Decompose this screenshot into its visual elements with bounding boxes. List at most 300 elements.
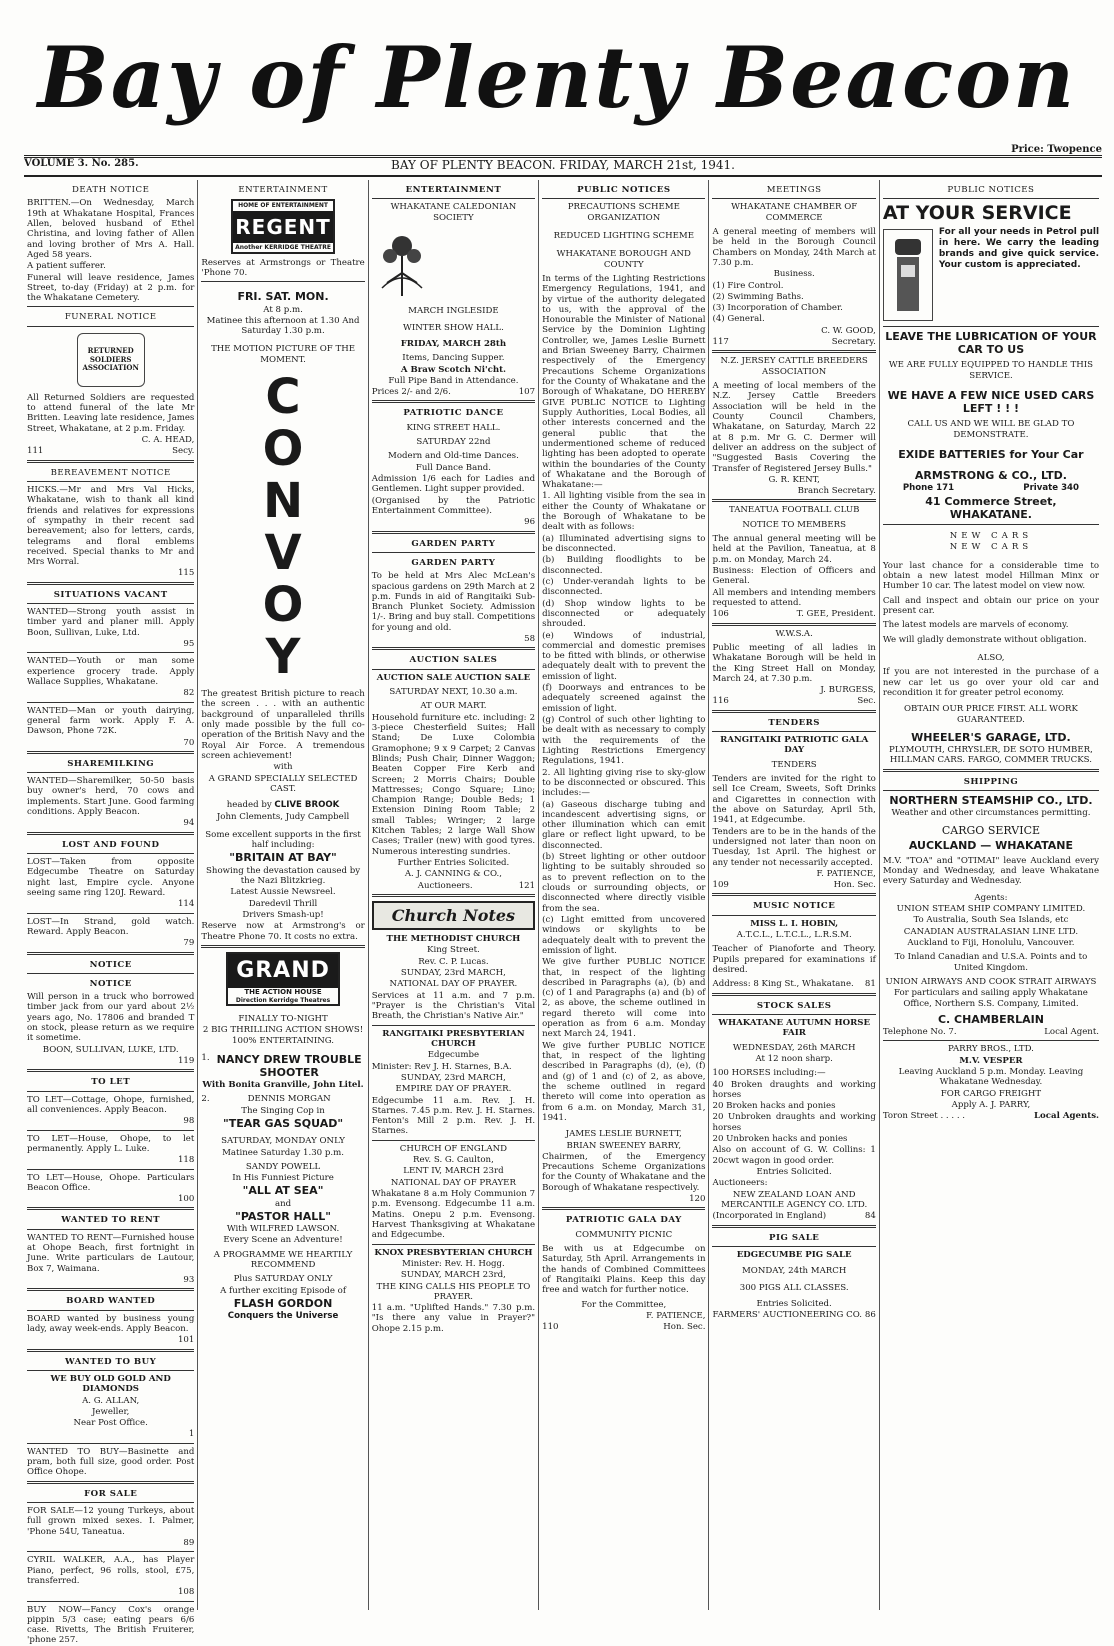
text: NATIONAL DAY OF PRAYER xyxy=(390,1177,516,1188)
text: Reserve now at Armstrong's or Theatre Phone 70. It costs no extra. xyxy=(201,921,365,942)
text: Full Pipe Band in Attendance. xyxy=(388,375,519,386)
church-notes-banner: Church Notes xyxy=(372,901,535,930)
section-heading: BOARD WANTED xyxy=(66,1296,156,1307)
phone: Phone 171 xyxy=(902,483,955,494)
list-item: (4) General. xyxy=(712,314,765,325)
ad-number: 94 xyxy=(183,818,195,829)
ad-number: 58 xyxy=(524,634,536,645)
section-heading: STOCK SALES xyxy=(756,1000,832,1011)
classified-ad: TO LET—House, Ohope, to let permanently. Apply L. Luke. xyxy=(27,1133,195,1154)
notice-text: (d) Shop window lights to be disconnected or adequately shrouded. xyxy=(542,598,706,630)
ad-text: To Inland Canadian and U.S.A. Points and to United Kingdom. xyxy=(894,952,1088,973)
text: Every Scene an Adventure! xyxy=(223,1235,343,1246)
ad-headline: WE HAVE A FEW NICE USED CARS LEFT ! ! ! xyxy=(887,389,1095,416)
ad-number: 86 xyxy=(864,1310,876,1321)
text: Edgecumbe xyxy=(427,1050,480,1061)
ad-text: WE ARE FULLY EQUIPPED TO HANDLE THIS SERVICE. xyxy=(888,360,1094,381)
text: COMMUNITY PICNIC xyxy=(575,1229,673,1240)
ad-number: 81 xyxy=(864,979,876,990)
list-item: (2) Swimming Baths. xyxy=(712,291,804,302)
thistle-icon xyxy=(372,228,432,298)
text: SUNDAY, 23rd MARCH, xyxy=(400,1072,506,1083)
petrol-pump-icon xyxy=(883,229,933,321)
section-heading: GARDEN PARTY xyxy=(411,538,496,549)
ad-number: 89 xyxy=(183,1537,195,1548)
text: NOTICE TO MEMBERS xyxy=(742,519,846,530)
show-days: FRI. SAT. MON. xyxy=(237,290,329,304)
ad-text: Weather and other circumstances permitting. xyxy=(891,808,1091,819)
text: Plus SATURDAY ONLY xyxy=(233,1274,333,1285)
grand-logo xyxy=(226,952,340,1006)
ad-number: 109 xyxy=(712,880,729,891)
notice-text: (c) Light emitted from uncovered windows or skylights to be adequately dealt with to prevent the emission of light. xyxy=(542,914,706,956)
text: A PROGRAMME WE HEARTILY RECOMMEND xyxy=(213,1249,353,1271)
logo-name: REGENT xyxy=(233,211,333,243)
ad-number: 116 xyxy=(712,696,729,707)
notice-text: 2. All lighting giving rise to sky-glow to be disconnected or obscured. This includes:— xyxy=(542,767,706,799)
section-heading: NOTICE xyxy=(89,959,132,970)
text: and xyxy=(274,1198,292,1209)
section-heading: MEETINGS xyxy=(766,185,822,195)
section-heading: PIG SALE xyxy=(769,1232,820,1243)
address: Toron Street . . . . . xyxy=(882,1111,966,1122)
notice-text: Be with us at Edgecumbe on Saturday, 5th April. Arrangements in the hands of Combined Committees of Rangitaiki Plains. Keep this day free and watch for further notice. xyxy=(542,1244,706,1296)
ad-text: If you are not interested in the purchase of a new car let us go over your old car and recondition it for greater petrol economy. xyxy=(882,667,1100,698)
text: To be held at Mrs Alec McLean's spacious gardens on 29th March at 2 p.m. Funds in aid of Rangitaiki Sub-Branch Plunket Society. Admission 1/-. Bring and buy stall. Competitions for young and old. xyxy=(371,571,536,633)
signature: A. J. CANNING & CO., xyxy=(404,869,503,880)
logo-subtitle: THE ACTION HOUSE xyxy=(244,988,322,997)
ad-text: Agents: xyxy=(974,892,1008,903)
ad-text: For all your needs in Petrol pull in here. We carry the leading brands and give quick service. Your custom is appreciated. xyxy=(938,227,1100,270)
company-name: UNION STEAM SHIP COMPANY LIMITED. xyxy=(896,904,1086,915)
ad-number: 84 xyxy=(864,1211,876,1222)
ad-text: Auckland to Fiji, Honolulu, Vancouver. xyxy=(907,938,1075,949)
notice-title: N.Z. JERSEY CATTLE BREEDERS ASSOCIATION xyxy=(720,356,868,377)
support-film: "BRITAIN AT BAY" xyxy=(229,851,337,865)
text: A further exciting Episode of xyxy=(220,1285,346,1296)
text: WINTER SHOW HALL. xyxy=(403,322,504,333)
film-title: "TEAR GAS SQUAD" xyxy=(222,1117,344,1131)
text: Minister: Rev. H. Hogg. xyxy=(402,1258,505,1269)
classified-ad: WANTED—Youth or man some experience grocery trade. Apply Wallace Supplies, Whakatane. xyxy=(27,656,195,687)
list-number: 1. xyxy=(201,1052,210,1063)
signature: F. PATIENCE, xyxy=(646,1310,706,1321)
text: Showing the devastation caused by the Nazi Blitzkrieg. xyxy=(206,865,361,886)
notice-text: All Returned Soldiers are requested to attend funeral of the late Mr Britten. Leaving late residence, James Street, Whakatane, at 2 p.m. Friday. xyxy=(27,392,195,434)
ad-number: 82 xyxy=(183,688,195,699)
list-item: 20 Unbroken draughts and working horses xyxy=(712,1112,876,1133)
notice-text: Teacher of Pianoforte and Theory. Pupils prepared for examinations if desired. xyxy=(712,944,876,975)
section-heading: WANTED TO RENT xyxy=(61,1215,161,1226)
dateline xyxy=(24,158,1102,174)
text: In His Funniest Picture xyxy=(232,1173,334,1184)
classified-ad: WANTED TO RENT—Furnished house at Ohope Beach, first fortnight in June. Write particulars de Lautour, Box 7, Waimana. xyxy=(27,1232,195,1274)
notice-text: Business: Election of Officers and General. xyxy=(712,566,876,587)
signature-title: Hon. Sec. xyxy=(833,880,876,891)
text: Latest Aussie Newsreel. xyxy=(230,887,336,898)
church-name: CHURCH OF ENGLAND xyxy=(399,1143,508,1154)
signature: JAMES LESLIE BURNETT, xyxy=(565,1129,682,1140)
title-letter: O xyxy=(262,577,304,634)
vessel-name: M.V. VESPER xyxy=(959,1055,1023,1066)
cast: With WILFRED LAWSON. xyxy=(226,1224,340,1235)
notice-title: PRECAUTIONS SCHEME ORGANIZATION xyxy=(567,202,680,223)
text: Auctioneers: xyxy=(712,1178,768,1189)
text: Prices 2/- and 2/6. xyxy=(371,387,451,398)
signature-title: Secy. xyxy=(172,446,195,457)
newspaper-title: Bay of Plenty Beacon xyxy=(37,28,1077,127)
column-garage-shipping xyxy=(880,180,1102,1610)
notice-text: (g) Control of such other lighting to be dealt with as necessary to comply with the requirements of the Lighting Restrictions Emergency Regulations, 1941. xyxy=(542,715,706,767)
film-title: "ALL AT SEA" xyxy=(242,1184,324,1198)
notice-text: Tenders are to be in the hands of the undersigned not later than noon on Tuesday, 1st April. The highest or any tender not necessarily accepted. xyxy=(712,826,876,868)
section-subheading: GARDEN PARTY xyxy=(411,557,496,568)
logo-tagline: Direction Kerridge Theatres xyxy=(235,996,331,1004)
classified-ad: WANTED TO BUY—Basinette and pram, both full size, good order. Post Office Ohope. xyxy=(27,1446,195,1478)
church-name: KNOX PRESBYTERIAN CHURCH xyxy=(374,1247,533,1258)
list-item: (1) Fire Control. xyxy=(712,280,784,291)
text: Modern and Old-time Dances. xyxy=(388,451,519,462)
signature-title: Hon. Sec. xyxy=(663,1322,706,1333)
text: Local Agent. xyxy=(1044,1027,1100,1038)
classified-ad: LOST—In Strand, gold watch. Reward. Apply Beacon. xyxy=(27,916,195,937)
ad-number: 111 xyxy=(27,446,44,457)
signature-title: Secretary. xyxy=(831,337,876,348)
ad-headline: CARGO SERVICE xyxy=(941,824,1041,838)
list-item: 20 Unbroken hacks and ponies xyxy=(712,1134,848,1145)
text: Services at 11 a.m. and 7 p.m. "Prayer is the Christian's Vital Breath, the Christian's Native Air." xyxy=(371,990,536,1022)
text: The Singing Cop in xyxy=(241,1105,325,1116)
ad-number: 115 xyxy=(177,568,195,579)
notice-title: WHAKATANE CHAMBER OF COMMERCE xyxy=(731,202,858,223)
signature: NEW ZEALAND LOAN AND MERCANTILE AGENCY CO. LTD. xyxy=(721,1189,868,1210)
text: SUNDAY, 23rd MARCH, xyxy=(400,968,506,979)
film-subtitle: Conquers the Universe xyxy=(227,1311,339,1322)
company-name: ARMSTRONG & CO., LTD. xyxy=(914,469,1067,483)
text: FRIDAY, MARCH 28th xyxy=(400,338,507,349)
text: TENDERS xyxy=(771,759,817,770)
star-name: DENNIS MORGAN xyxy=(247,1094,331,1105)
ad-text: FOR CARGO FREIGHT xyxy=(940,1088,1042,1099)
signature-title: Branch Secretary. xyxy=(797,486,876,497)
price: Price: Twopence xyxy=(1011,144,1102,155)
notice-text: In terms of the Lighting Restrictions Emergency Regulations, 1941, and by virtue of the authority delegated to us, with the approval of the Honourable the Minister of National Service by the Dominion Lighting Controller, we, James Leslie Burnett and Brian Sweeney Barry, Chairmen respectively of the Emergency Precautions Scheme Organizations for the County of Whakatane and the Borough of Whakatane, DO HEREBY GIVE PUBLIC NOTICE to Lighting Supply Authorities, Local Bodies, all other interests concerned and the general public that the undermentioned scheme of reduced lighting has been adopted to operate within the boundaries of the County of Whakatane and the Borough of Whakatane:— xyxy=(542,273,706,491)
section-heading: ENTERTAINMENT xyxy=(238,185,328,195)
column-meetings xyxy=(709,180,879,1610)
company-name: PARRY BROS., LTD. xyxy=(947,1044,1034,1055)
signature-title: Auctioneers. xyxy=(417,880,473,891)
text: AT OUR MART. xyxy=(420,701,487,712)
notice-text: A patient sufferer. xyxy=(27,261,106,272)
text: SATURDAY NEXT, 10.30 a.m. xyxy=(389,687,518,697)
notice-text: All members and intending members requested to attend. xyxy=(712,587,876,608)
classified-ad: BOARD wanted by business young lady, away week-ends. Apply Beacon. xyxy=(27,1313,195,1334)
column-entertainment xyxy=(198,180,368,1610)
notice-text: 1. All lighting visible from the sea in either the County of Whakatane or the Borough of Whakatane to be dealt with as follows: xyxy=(542,491,706,533)
church-name: RANGITAIKI PRESBYTERIAN CHURCH xyxy=(382,1028,525,1049)
section-heading: FOR SALE xyxy=(84,1488,138,1499)
issue-date: BAY OF PLENTY BEACON. FRIDAY, MARCH 21st, 1941. xyxy=(391,158,735,172)
notice-title: REDUCED LIGHTING SCHEME xyxy=(553,230,694,241)
qualifications: A.T.C.L., L.T.C.L., L.R.S.M. xyxy=(736,930,852,941)
notice-text: (a) Gaseous discharge tubing and incandescent advertising signs, or other illumination which can emit glare or reflect light upward, to be disconnected. xyxy=(542,799,706,851)
classified-ad: LOST—Taken from opposite Edgecumbe Theatre on Saturday night last, Empire cycle. Anyone seeing same ring 120J. Reward. xyxy=(27,857,195,898)
text: Drivers Smash-up! xyxy=(242,909,324,920)
cast: With Bonita Granville, John Litel. xyxy=(202,1080,364,1091)
notice-text: Funeral will leave residence, James Street, to-day (Friday) at 2 p.m. for the Whakatane Cemetery. xyxy=(27,272,195,304)
star-name: SANDY POWELL xyxy=(245,1161,321,1172)
text: Business. xyxy=(773,269,815,280)
signature: BRIAN SWEENEY BARRY, xyxy=(566,1140,682,1151)
film-title: "PASTOR HALL" xyxy=(235,1209,331,1223)
notice-text: We give further PUBLIC NOTICE that, in respect of the lighting described in Paragraphs (a), (b) and (c) of 1 and Paragraphs (a) and (b) of 2, as above, the scheme outlined in regard thereto will come into operation as from 6 a.m. Monday next March 24, 1941. xyxy=(542,957,706,1040)
notice-text: (b) Building floodlights to be disconnected. xyxy=(542,555,706,576)
regent-logo xyxy=(231,199,335,253)
ad-number: 79 xyxy=(183,938,195,949)
ad-number: 110 xyxy=(542,1322,559,1333)
convoy-title xyxy=(201,369,364,686)
text: Whakatane 8 a.m Holy Communion 7 p.m. Evensong. Edgecumbe 11 a.m. Matins. Onepu 2 p.m. Evensong. Harvest Thanksgiving at Whakatane and Edgecumbe. xyxy=(371,1189,536,1241)
signature: T. GEE, President. xyxy=(796,609,876,620)
ad-number: 108 xyxy=(177,1587,195,1598)
list-item: 40 Broken draughts and working horses xyxy=(712,1079,876,1100)
ad-text: For particulars and sailing apply Whakatane Office, Northern S.S. Company, Limited. xyxy=(894,988,1088,1009)
section-heading: AUCTION SALES xyxy=(409,655,498,666)
event-title: WHAKATANE CALEDONIAN SOCIETY xyxy=(390,202,517,223)
ad-number: 93 xyxy=(183,1275,195,1285)
classified-ad: TO LET—Cottage, Ohope, furnished, all conveniences. Apply Beacon. xyxy=(27,1094,195,1115)
text: FINALLY TO-NIGHT xyxy=(238,1013,328,1024)
notice-text: Tenders are invited for the right to sell Ice Cream, Sweets, Soft Drinks and Cigarettes in connection with the above on Saturday, April 5th, 1941, at Edgecumbe. xyxy=(712,774,876,826)
text: Entries Solicited. xyxy=(756,1167,832,1177)
film-blurb: The greatest British picture to reach the screen . . . with an authentic background of unparalleled thrills only made possible by the full co-operation of the British Navy and the Royal Air Force. A tremendous screen achievement! xyxy=(201,689,365,761)
company-name: NORTHERN STEAMSHIP CO., LTD. xyxy=(889,793,1093,807)
ad-number: 95 xyxy=(183,639,195,649)
matinee: Matinee this afternoon at 1.30 And Saturday 1.30 p.m. xyxy=(206,315,360,337)
title-letter: Y xyxy=(265,629,301,686)
logo-tagline: HOME OF ENTERTAINMENT xyxy=(238,202,329,210)
text: 100% ENTERTAINING. xyxy=(232,1036,335,1047)
company-name: UNION AIRWAYS AND COOK STRAIT AIRWAYS xyxy=(885,976,1097,987)
text: Daredevil Thrill xyxy=(248,898,318,909)
phone: Private 340 xyxy=(1023,483,1080,494)
section-heading: TO LET xyxy=(91,1077,131,1088)
notice-title: RANGITAIKI PATRIOTIC GALA DAY xyxy=(720,735,869,756)
title-letter: O xyxy=(262,421,304,478)
ad-number: 106 xyxy=(712,609,729,620)
notice-text: (a) Illuminated advertising signs to be disconnected. xyxy=(542,533,706,554)
ad-text: The latest models are marvels of economy. xyxy=(882,620,1069,631)
text: Items, Dancing Supper. xyxy=(402,353,505,364)
company-name: WHEELER'S GARAGE, LTD. xyxy=(911,730,1071,744)
signature: F. PATIENCE, xyxy=(816,868,876,879)
section-heading: PATRIOTIC GALA DAY xyxy=(565,1215,682,1226)
classified-ad: BUY NOW—Fancy Cox's orange pippin 5/3 case; eating pears 6/6 case. Rivetts, The British Fruiterer, 'phone 257. xyxy=(27,1604,195,1646)
ad-text: To Australia, South Sea Islands, etc xyxy=(913,915,1069,926)
text: with xyxy=(273,762,293,773)
ad-number: 70 xyxy=(183,737,195,748)
signature: C. W. GOOD, xyxy=(821,325,876,336)
text: Rev. C. P. Lucas. xyxy=(418,956,489,967)
ad-text: We will gladly demonstrate without obligation. xyxy=(882,634,1087,645)
text: KING STREET HALL. xyxy=(406,422,501,433)
ad-number: 117 xyxy=(712,337,729,348)
notice-title: W.W.S.A. xyxy=(775,628,813,639)
signature: C. A. HEAD, xyxy=(141,435,195,445)
ad-number: 96 xyxy=(524,517,536,528)
text: Matinee Saturday 1.30 p.m. xyxy=(222,1147,344,1158)
notice-text: The annual general meeting will be held at the Pavilion, Taneatua, at 8 p.m. on Monday, March 24. xyxy=(712,534,876,565)
ad-text: CALL US AND WE WILL BE GLAD TO DEMONSTRATE. xyxy=(907,419,1075,440)
text: MONDAY, 24th MARCH xyxy=(742,1266,847,1277)
text: 11 a.m. "Uplifted Hands." 7.30 p.m. "Is there any value in Prayer?" Ohope 2.15 p.m. xyxy=(371,1303,536,1334)
text: A GRAND SPECIALLY SELECTED CAST. xyxy=(208,773,358,794)
text: THE KING CALLS HIS PEOPLE TO PRAYER. xyxy=(376,1281,531,1302)
signature: FARMERS' AUCTIONEERING CO. xyxy=(712,1310,862,1321)
section-heading: SHIPPING xyxy=(963,776,1019,787)
volume-number: VOLUME 3. No. 285. xyxy=(24,158,139,169)
signature: Near Post Office. xyxy=(73,1418,148,1429)
section-subheading: NOTICE xyxy=(89,978,132,989)
ad-headline: LEAVE THE LUBRICATION OF YOUR CAR TO US xyxy=(885,330,1097,357)
text: LENT IV, MARCH 23rd xyxy=(403,1166,504,1177)
ad-number: 114 xyxy=(177,899,195,910)
text: (Incorporated in England) xyxy=(712,1211,827,1222)
section-heading: MUSIC NOTICE xyxy=(753,901,836,912)
ad-number: 98 xyxy=(183,1116,195,1127)
title-letter: C xyxy=(265,369,301,426)
classified-ad: CYRIL WALKER, A.A., has Player Piano, perfect, 96 rolls, stool, £75, transferred. xyxy=(27,1555,195,1586)
section-heading: BEREAVEMENT NOTICE xyxy=(50,467,171,478)
text: SATURDAY 22nd xyxy=(416,437,491,448)
notice-title: EDGECUMBE PIG SALE xyxy=(736,1249,852,1260)
section-heading: WANTED TO BUY xyxy=(65,1356,157,1367)
text: Edgecumbe 11 a.m. Rev. J. H. Starnes. 7.45 p.m. Rev. J. H. Starnes. Fenton's Mill 2 p.m. Rev. J. H. Starnes. xyxy=(371,1095,536,1137)
notice-text: We give further PUBLIC NOTICE that, in respect of the lighting described in Paragraphs (d), (e), (f) and (g) of 1 and (c) of 2, as above, the scheme outlined in regard thereto will come into operation as from 6 a.m. on Monday, March 31, 1941. xyxy=(542,1040,706,1123)
list-item: 20 Broken hacks and ponies xyxy=(712,1101,836,1112)
ad-text: Call and inspect and obtain our price on your present car. xyxy=(882,595,1100,617)
section-heading: SHAREMILKING xyxy=(67,758,155,769)
film-title: FLASH GORDON xyxy=(233,1297,333,1311)
text: Admission 1/6 each for Ladies and Gentlemen. Light supper provided. xyxy=(371,474,536,495)
column-entertainment-church xyxy=(369,180,539,1610)
logo-name: GRAND xyxy=(228,954,338,988)
columns xyxy=(24,180,1102,1646)
classified-ad: WANTED—Man or youth dairying, general farm work. Apply F. A. Dawson, Phone 72K. xyxy=(27,705,195,737)
text: Some excellent supports in the first half including: xyxy=(205,829,361,851)
text: At 12 noon sharp. xyxy=(755,1053,833,1064)
ad-text: PLYMOUTH, CHRYSLER, DE SOTO HUMBER, HILLMAN CARS. FARGO, COMMER TRUCKS. xyxy=(889,745,1093,766)
notice-text: (c) Under-verandah lights to be disconnected. xyxy=(542,576,706,598)
ad-number: 120 xyxy=(689,1194,706,1205)
notice-text: Reserves at Armstrongs or Theatre 'Phone 70. xyxy=(201,257,365,278)
section-heading: FUNERAL NOTICE xyxy=(64,312,157,323)
address: 41 Commerce Street, WHAKATANE. xyxy=(925,494,1057,521)
notice-text: Chairmen, of the Emergency Precautions Scheme Organizations for the County of Whakatane and the Borough of Whakatane respectively. xyxy=(542,1151,706,1193)
at-your-service-headline: AT YOUR SERVICE xyxy=(882,202,1072,225)
notice-text: BRITTEN.—On Wednesday, March 19th at Whakatane Hospital, Frances Allen, beloved husband of Ethel Christina, and loving father of Allen and loving brother of Mrs A. Hall. Aged 58 years. xyxy=(27,198,195,260)
classified-ad: WANTED—Sharemilker, 50-50 basis buy owner's herd, 70 cows and implements. Start June. Good farming conditions. Apply Beacon. xyxy=(27,776,195,818)
notice-text: A meeting of local members of the N.Z. Jersey Cattle Breeders Association will be held in the County Council Chambers, Whakatane, on Saturday, March 22 at 8 p.m. Mr G. C. Dermer will deliver an address on the subject of "Suggested Basis Covering the Transfer of Registered Jersey Bulls." xyxy=(712,381,876,474)
company-name: CANADIAN AUSTRALASIAN LINE LTD. xyxy=(903,926,1079,937)
text: King Street. xyxy=(427,945,480,956)
section-heading: DEATH NOTICE xyxy=(71,185,150,195)
list-item: 100 HORSES including:— xyxy=(712,1068,826,1079)
title-letter: V xyxy=(264,525,302,582)
masthead xyxy=(0,8,1114,148)
text: MARCH INGLESIDE xyxy=(408,306,499,317)
phone: Telephone No. 7. xyxy=(882,1027,957,1038)
ad-number: 118 xyxy=(177,1155,195,1166)
signature: G. R. KENT, xyxy=(768,474,820,485)
text: headed by xyxy=(226,800,272,811)
notice-text: Also on account of G. W. Collins: 1 20cwt wagon in good order. xyxy=(712,1145,876,1166)
text: Full Dance Band. xyxy=(415,462,491,473)
notice-text: HICKS.—Mr and Mrs Val Hicks, Whakatane, wish to thank all kind friends and relatives for expressions of sympathy in their recent sad bereavement; also for letters, cards, telegrams and floral emblems received. Special thanks to Mr and Mrs Worral. xyxy=(27,484,195,568)
text: NATIONAL DAY OF PRAYER. xyxy=(389,979,518,990)
classified-ad: TO LET—House, Ohope. Particulars Beacon Office. xyxy=(27,1172,195,1193)
rsa-badge-icon: RETURNED SOLDIERS ASSOCIATION xyxy=(77,333,145,387)
text: Rev. S. G. Caulton, xyxy=(413,1155,494,1166)
ad-headline: NEW CARS xyxy=(949,531,1033,542)
classified-ad: WANTED—Strong youth assist in timber yard and planer mill. Apply Boon, Sullivan, Luke, Ltd. xyxy=(27,607,195,638)
text: SATURDAY, MONDAY ONLY xyxy=(221,1136,345,1147)
text: Minister: Rev J. H. Starnes, B.A. xyxy=(371,1061,512,1072)
text: 300 PIGS ALL CLASSES. xyxy=(739,1282,849,1293)
notice-title: WHAKATANE AUTUMN HORSE FAIR xyxy=(718,1017,870,1039)
show-time: At 8 p.m. xyxy=(263,304,303,315)
ad-text: Leaving Auckland 5 p.m. Monday. Leaving Whakatane Wednesday. xyxy=(898,1067,1084,1088)
cast: John Clements, Judy Campbell xyxy=(216,811,350,822)
ad-text: ALSO, xyxy=(977,652,1005,663)
tagline: THE MOTION PICTURE OF THE MOMENT. xyxy=(211,344,356,365)
signature-title: Sec. xyxy=(857,696,876,707)
agent-name: C. CHAMBERLAIN xyxy=(937,1012,1044,1026)
section-heading: ENTERTAINMENT xyxy=(405,185,502,195)
ad-text: Your last chance for a considerable time to obtain a new latest model Hillman Minx or Humber 10 car. The latest model on view now. xyxy=(882,560,1100,592)
star-name: CLIVE BROOK xyxy=(274,800,340,811)
notice-text: A general meeting of members will be held in the Borough Council Chambers on Monday, 24th March at 7.30 p.m. xyxy=(712,226,876,268)
text: Entries Solicited. xyxy=(756,1298,832,1309)
ad-number: 100 xyxy=(177,1194,195,1205)
text: A Braw Scotch Ni'cht. xyxy=(400,364,507,375)
ad-number: 119 xyxy=(177,1056,195,1066)
ad-number: 1 xyxy=(188,1429,195,1440)
notice-text: Will person in a truck who borrowed timber jack from our yard about 2½ years ago, No. 17806 and branded T on stock, please return as we require it sometime. xyxy=(27,992,195,1044)
notice-text: (e) Windows of industrial, commercial and domestic premises to be fitted with blinds, or otherwise adequately dealt with to prevent the emission of light. xyxy=(542,630,706,682)
section-heading: PATRIOTIC DANCE xyxy=(403,408,504,419)
text: SUNDAY, MARCH 23rd, xyxy=(400,1270,506,1281)
column-classifieds xyxy=(24,180,198,1646)
bottom-rule xyxy=(24,175,1102,177)
teacher-name: MISS L. I. HOBIN, xyxy=(750,918,839,929)
text: (Organised by the Patriotic Entertainment Committee). xyxy=(371,495,536,516)
notice-title: TANEATUA FOOTBALL CLUB xyxy=(728,505,860,516)
signature: BOON, SULLIVAN, LUKE, LTD. xyxy=(42,1044,179,1055)
logo-subtitle: Another KERRIDGE THEATRE xyxy=(235,243,331,251)
ad-headline: EXIDE BATTERIES for Your Car xyxy=(898,448,1084,462)
film-title: NANCY DREW TROUBLE SHOOTER xyxy=(216,1052,362,1079)
signature: J. BURGESS, xyxy=(820,685,876,696)
text: Local Agents. xyxy=(1034,1111,1100,1122)
notice-title: WHAKATANE BOROUGH AND COUNTY xyxy=(556,249,691,270)
ad-text: Apply A. J. PARRY, xyxy=(951,1099,1031,1110)
address: Address: 8 King St., Whakatane. xyxy=(712,979,854,990)
notice-text: Public meeting of all ladies in Whakatane Borough will be held in the King Street Hall on Monday, March 24, at 7.30 p.m. xyxy=(712,642,876,684)
church-name: THE METHODIST CHURCH xyxy=(386,934,521,945)
text: AUCTION SALE AUCTION SALE xyxy=(376,672,531,683)
classified-ad: WE BUY OLD GOLD AND DIAMONDS xyxy=(50,1373,171,1395)
